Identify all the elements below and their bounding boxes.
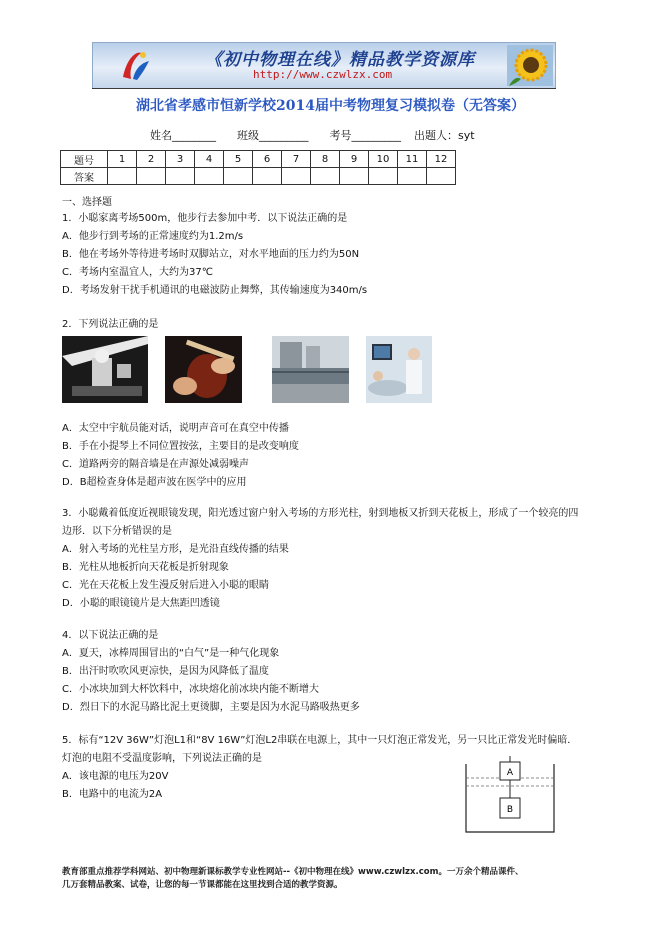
page-footer [62,866,523,892]
question-number-cell: 7 [282,151,311,168]
footer-line-2: 几万套精品教案、试卷，让您的每一节课都能在这里找到合适的教学资源。 [62,880,343,890]
class-field: 班级_________ [237,129,309,142]
option-c: C．光在天花板上发生漫反射后进入小聪的眼睛 [62,580,269,591]
question-4 [62,627,360,717]
option-a: A．夏天，冰棒周围冒出的“白气”是一种气化现象 [62,648,280,659]
question-2-stem: 2．下列说法正确的是 [62,319,159,330]
option-b: B．电路中的电流为2A [62,789,163,800]
banner-url[interactable]: http://www.czwlzx.com [253,68,393,81]
option-d: D．B超检查身体是超声波在医学中的应用 [62,477,247,488]
document-title: 湖北省孝感市恒新学校2014届中考物理复习模拟卷（无答案） [136,98,525,114]
header-rule [92,88,556,89]
violin-photo [165,336,242,403]
answer-cell[interactable] [398,168,427,185]
banner-title: 《初中物理在线》精品教学资源库 [205,50,475,70]
option-b: B．手在小提琴上不同位置按弦，主要目的是改变响度 [62,441,299,452]
option-c: C．小冰块加到大杯饮料中，冰块熔化前冰块内能不断增大 [62,684,319,695]
block-a-label: A [506,768,514,778]
question-number-cell: 6 [253,151,282,168]
astronaut-photo [62,336,148,403]
answer-cell[interactable] [253,168,282,185]
question-stem: 4．以下说法正确的是 [62,630,159,641]
footer-line-1: 教育部重点推荐学科网站、初中物理新课标教学专业性网站--《初中物理在线》www.czwlzx.com。一万余个精品课件、 [62,867,524,877]
answer-cell[interactable] [166,168,195,185]
question-number-cell: 3 [166,151,195,168]
question-number-cell: 1 [108,151,137,168]
question-stem: 5．标有“12V 36W”灯泡L1和“8V 16W”灯泡L2串联在电源上，其中一只灯泡正常发光，另一只比正常发光时偏暗．灯泡的电阻不受温度影响，下列说法正确的是 [62,735,578,764]
ultrasound-photo [366,336,432,403]
site-logo [117,47,153,83]
question-2-options [62,420,299,492]
option-b: B．他在考场外等待进考场时双脚站立，对水平地面的压力约为50N [62,249,360,260]
answer-table [60,150,456,185]
question-1 [62,210,367,300]
question-stem: 1．小聪家离考场500m，他步行去参加中考．以下说法正确的是 [62,213,348,224]
answer-table-answer-row [61,168,456,185]
answer-cell[interactable] [427,168,456,185]
answer-cell[interactable] [108,168,137,185]
option-b: B．光柱从地板折向天花板是折射现象 [62,562,229,573]
header-banner [92,42,556,89]
row-label: 答案 [61,168,108,185]
question-number-cell: 10 [369,151,398,168]
student-info [150,127,475,143]
name-field: 姓名________ [150,129,216,142]
question-3 [62,505,587,613]
question-number-cell: 2 [137,151,166,168]
question-number-cell: 12 [427,151,456,168]
question-number-cell: 8 [311,151,340,168]
question-stem: 3．小聪戴着低度近视眼镜发现，阳光透过窗户射入考场的方形光柱，射到地板又折到天花板上，形成了一个较亮的四边形．以下分析错误的是 [62,508,579,537]
option-a: A．他步行到考场的正常速度约为1.2m/s [62,231,244,242]
answer-cell[interactable] [137,168,166,185]
question-number-cell: 5 [224,151,253,168]
author-label: 出题人：syt [414,129,475,142]
answer-cell[interactable] [340,168,369,185]
sunflower-image [507,45,553,86]
question-number-cell: 11 [398,151,427,168]
row-label: 题号 [61,151,108,168]
question-number-cell: 9 [340,151,369,168]
option-a: A．该电源的电压为20V [62,771,169,782]
option-b: B．出汗时吹吹风更凉快，是因为风降低了温度 [62,666,269,677]
answer-cell[interactable] [195,168,224,185]
sound-barrier-photo [272,336,349,403]
option-a: A．射入考场的光柱呈方形，是光沿直线传播的结果 [62,544,289,555]
option-a: A．太空中宇航员能对话，说明声音可在真空中传播 [62,423,289,434]
circuit-diagram [462,756,558,836]
block-b-label: B [506,805,514,815]
option-c: C．考场内室温宜人，大约为37℃ [62,267,213,278]
option-d: D．小聪的眼镜镜片是大焦距凹透镜 [62,598,220,609]
section-heading: 一、选择题 [62,197,112,208]
answer-cell[interactable] [282,168,311,185]
answer-cell[interactable] [311,168,340,185]
option-c: C．道路两旁的隔音墙是在声源处减弱噪声 [62,459,249,470]
option-d: D．烈日下的水泥马路比泥土更烫脚，主要是因为水泥马路吸热更多 [62,702,360,713]
answer-cell[interactable] [224,168,253,185]
exam-number-field: 考号_________ [329,129,401,142]
answer-table-number-row [61,151,456,168]
option-d: D．考场发射干扰手机通讯的电磁波防止舞弊，其传输速度为340m/s [62,285,368,296]
question-number-cell: 4 [195,151,224,168]
answer-cell[interactable] [369,168,398,185]
